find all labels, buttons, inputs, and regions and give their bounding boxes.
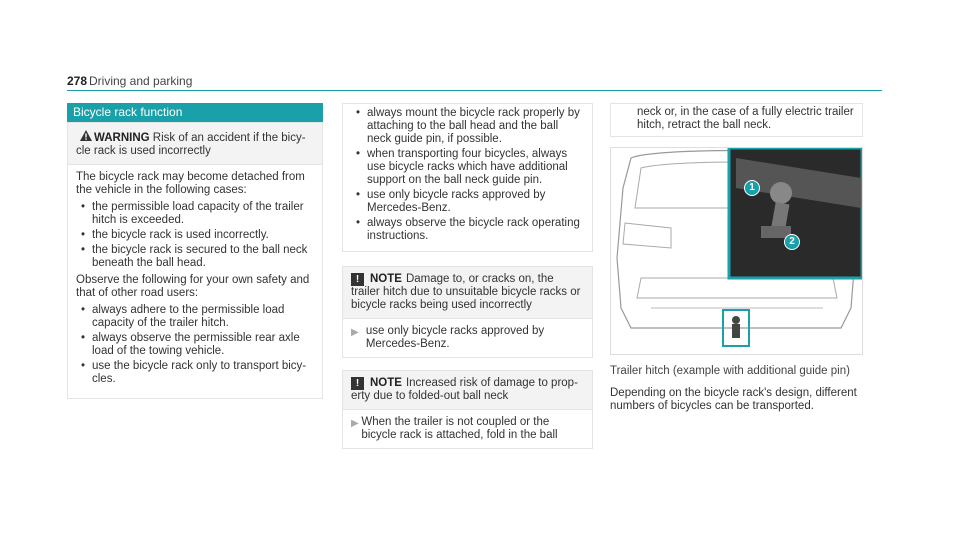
note-box-2 xyxy=(342,370,593,449)
step-continued xyxy=(610,103,863,137)
step-continued-text: neck or, in the case of a fully electric trailer hitch, retract the ball neck. xyxy=(637,106,854,131)
warning-continued xyxy=(342,103,593,252)
observe-list xyxy=(76,304,314,386)
observe-intro: Observe the following for your own safety and that of other road users: xyxy=(76,274,310,299)
note-icon: ! xyxy=(351,273,364,286)
warning-text: Risk of an accident if the bicy-cle rack is used incorrectly xyxy=(76,132,306,157)
list-item: • always adhere to the permissible load capacity of the trailer hitch. xyxy=(76,304,314,330)
chapter-title: Driving and parking xyxy=(89,74,193,88)
note-text: Damage to, or cracks on, the trailer hitch due to unsuitable bicycle racks or bicycle racks being used incorrectly xyxy=(351,273,581,311)
instruction-step xyxy=(343,409,592,448)
figure-caption: Trailer hitch (example with additional guide pin) xyxy=(610,365,850,377)
note-header xyxy=(343,371,592,409)
list-item: • use the bicycle rack only to transport bicy-cles. xyxy=(76,360,314,386)
column-3 xyxy=(610,103,863,413)
section-title: Bicycle rack function xyxy=(67,103,323,122)
list-item: • when transporting four bicycles, always use bicycle racks which have additional support on the ball neck guide pin. xyxy=(351,148,584,187)
list-item: • always observe the permissible rear axle load of the towing vehicle. xyxy=(76,332,314,358)
note-header xyxy=(343,267,592,318)
callout-1: 1 xyxy=(744,180,760,196)
step-text: use only bicycle racks approved by Mercedes-Benz. xyxy=(365,325,545,350)
warning-icon xyxy=(80,130,94,145)
mount-list xyxy=(351,107,584,243)
list-item: • always observe the bicycle rack operating instructions. xyxy=(351,217,584,243)
detach-intro: The bicycle rack may become detached from the vehicle in the following cases: xyxy=(76,171,305,196)
bicycle-count-text: Depending on the bicycle rack's design, different numbers of bicycles can be transported. xyxy=(610,387,857,412)
warning-box xyxy=(67,122,323,165)
detach-list xyxy=(76,201,314,270)
note-text: Increased risk of damage to prop-erty due to folded-out ball neck xyxy=(351,377,578,402)
trailer-hitch-figure xyxy=(610,147,863,355)
header-rule xyxy=(67,90,882,91)
car-rear-illustration xyxy=(611,148,862,354)
list-item: • use only bicycle racks approved by Mercedes-Benz. xyxy=(351,189,584,215)
warning-keyword: WARNING xyxy=(94,132,150,144)
list-item: • the bicycle rack is secured to the ball neck beneath the ball head. xyxy=(76,244,314,270)
warning-details xyxy=(67,165,323,399)
list-item: • the bicycle rack is used incorrectly. xyxy=(76,229,314,242)
step-text: When the trailer is not coupled or the bicycle rack is attached, fold in the ball xyxy=(361,416,558,441)
note-box-1 xyxy=(342,266,593,358)
note-keyword: NOTE xyxy=(370,377,402,389)
arrow-icon: ▶ xyxy=(351,418,359,429)
note-icon: ! xyxy=(351,377,364,390)
callout-2: 2 xyxy=(784,234,800,250)
page-number: 278 xyxy=(67,74,88,88)
arrow-icon: ▶ xyxy=(351,327,359,338)
list-item: • the permissible load capacity of the trailer hitch is exceeded. xyxy=(76,201,314,227)
list-item: • always mount the bicycle rack properly by attaching to the ball head and the ball neck guide pin, if possible. xyxy=(351,107,584,146)
column-2 xyxy=(342,103,593,449)
column-1 xyxy=(67,103,323,399)
instruction-step xyxy=(343,318,592,357)
note-keyword: NOTE xyxy=(370,273,402,285)
